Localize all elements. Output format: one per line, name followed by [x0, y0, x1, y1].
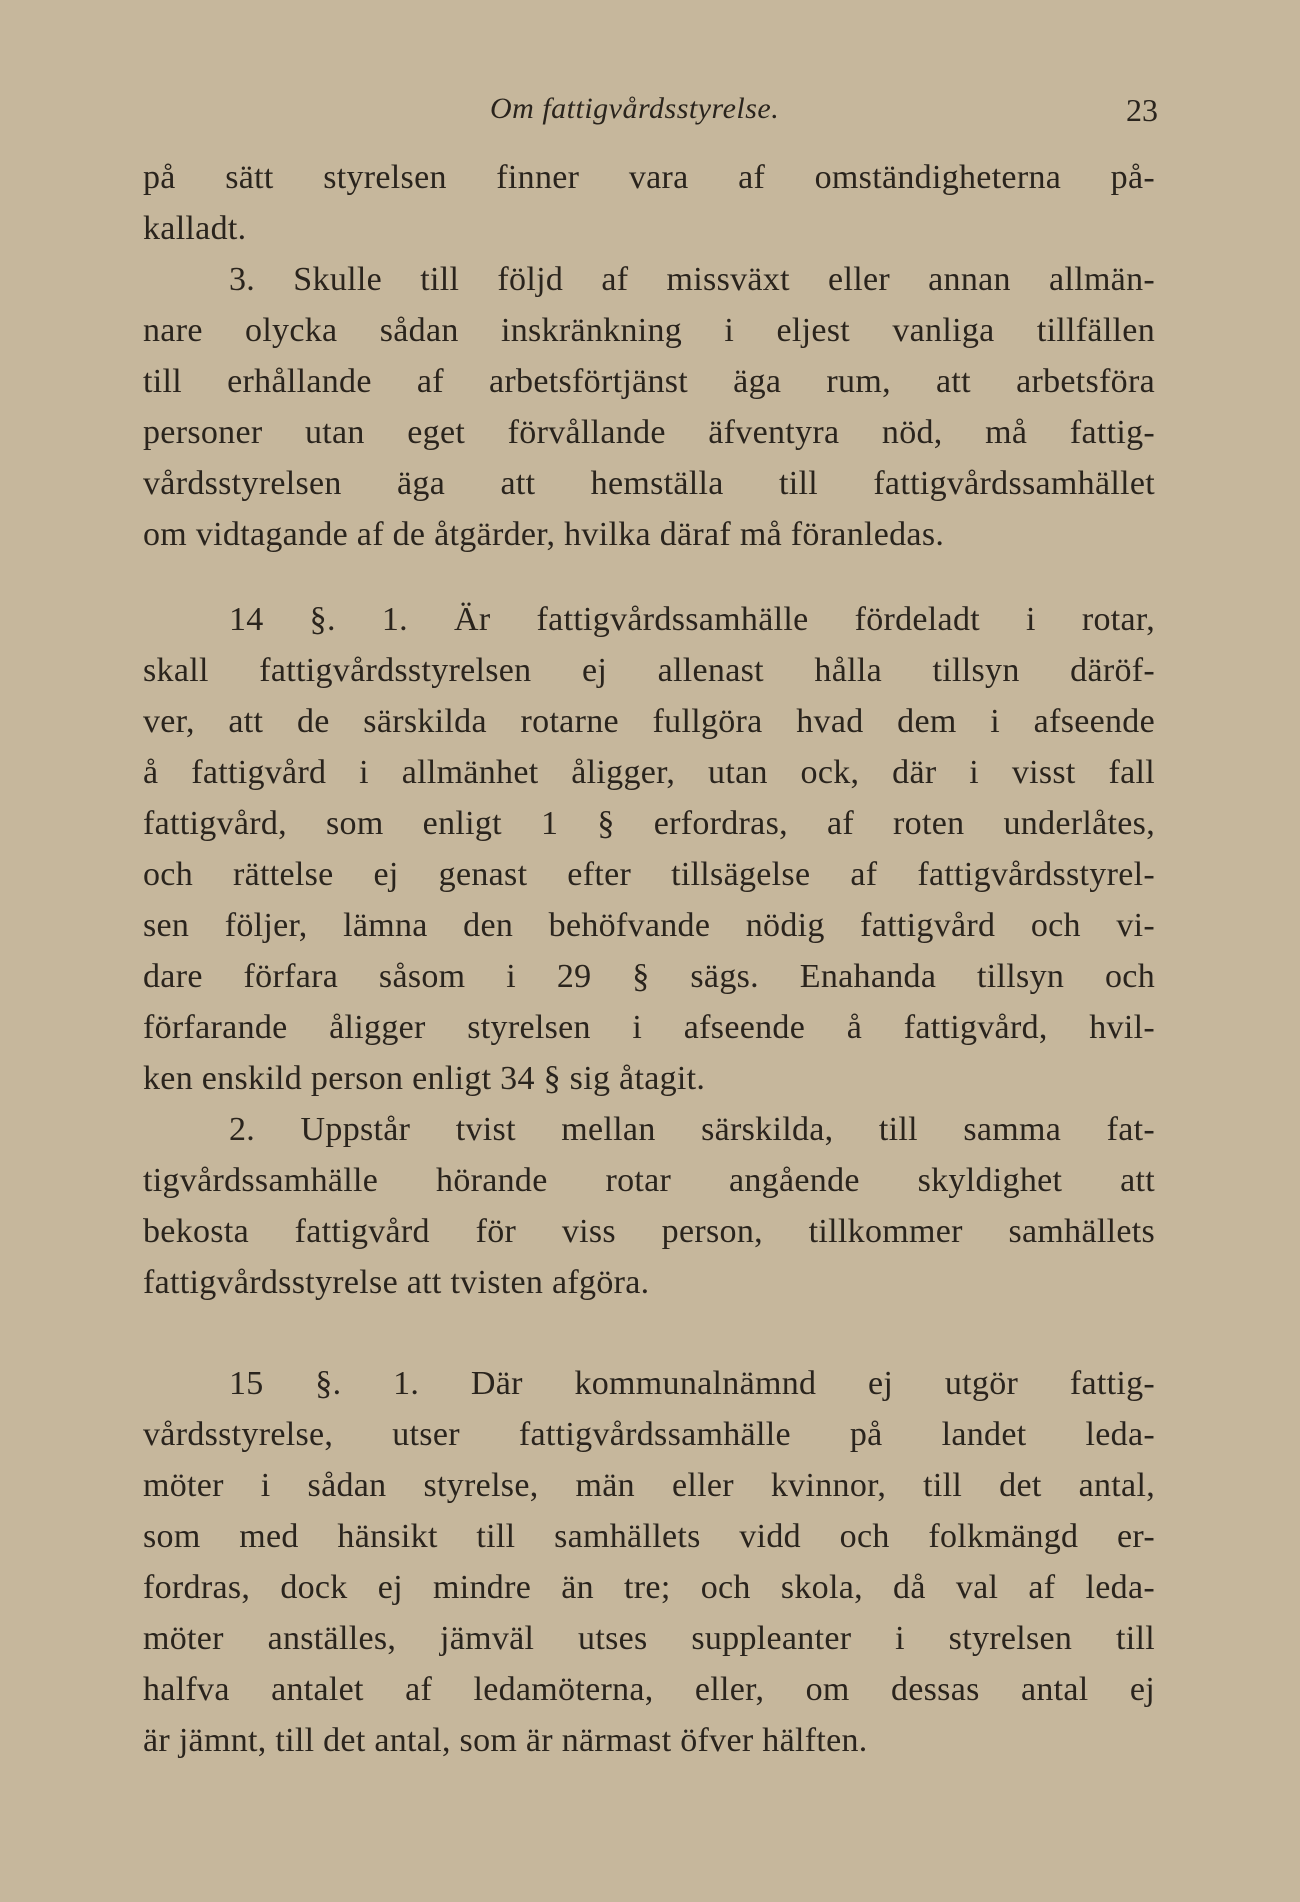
- running-title: Om fattigvårdsstyrelse.: [490, 92, 780, 125]
- text-line: 3. Skulle till följd af missväxt eller annan allmän-: [229, 261, 1155, 298]
- text-line: tigvårdssamhälle hörande rotar angående skyldighet att: [143, 1162, 1155, 1199]
- text-line: om vidtagande af de åtgärder, hvilka däraf må föranledas.: [143, 516, 945, 553]
- text-line: personer utan eget förvållande äfventyra nöd, må fattig-: [143, 414, 1155, 451]
- text-line: ken enskild person enligt 34 § sig åtagit.: [143, 1060, 706, 1097]
- text-line: vårdsstyrelsen äga att hemställa till fattigvårdssamhället: [143, 465, 1155, 502]
- text-line: fattigvårdsstyrelse att tvisten afgöra.: [143, 1264, 650, 1301]
- text-line: dare förfara såsom i 29 § sägs. Enahanda tillsyn och: [143, 958, 1155, 995]
- text-line: bekosta fattigvård för viss person, tillkommer samhällets: [143, 1213, 1155, 1250]
- text-line: sen följer, lämna den behöfvande nödig fattigvård och vi-: [143, 907, 1155, 944]
- text-line: 2. Uppstår tvist mellan särskilda, till samma fat-: [229, 1111, 1155, 1148]
- text-line: och rättelse ej genast efter tillsägelse af fattigvårdsstyrel-: [143, 856, 1155, 893]
- text-line: förfarande åligger styrelsen i afseende å fattigvård, hvil-: [143, 1009, 1155, 1046]
- text-line: fordras, dock ej mindre än tre; och skola, då val af leda-: [143, 1569, 1155, 1606]
- text-line: på sätt styrelsen finner vara af omständigheterna på-: [143, 159, 1155, 196]
- page-number: 23: [1126, 92, 1158, 128]
- section-14-heading-line: 14 §. 1. Är fattigvårdssamhälle fördeladt i rotar,: [229, 601, 1155, 638]
- text-line: halfva antalet af ledamöterna, eller, om dessas antal ej: [143, 1671, 1155, 1708]
- page-header: [0, 88, 1300, 138]
- text-line: kalladt.: [143, 210, 247, 247]
- section-15-heading-line: 15 §. 1. Där kommunalnämnd ej utgör fattig-: [229, 1365, 1155, 1402]
- text-line: möter i sådan styrelse, män eller kvinnor, till det antal,: [143, 1467, 1155, 1504]
- text-line: å fattigvård i allmänhet åligger, utan ock, där i visst fall: [143, 754, 1155, 791]
- text-line: skall fattigvårdsstyrelsen ej allenast hålla tillsyn däröf-: [143, 652, 1155, 689]
- text-line: ver, att de särskilda rotarne fullgöra hvad dem i afseende: [143, 703, 1155, 740]
- page-body: [143, 152, 1155, 1766]
- text-line: fattigvård, som enligt 1 § erfordras, af roten underlåtes,: [143, 805, 1155, 842]
- text-line: är jämnt, till det antal, som är närmast öfver hälften.: [143, 1722, 868, 1759]
- text-line: som med hänsikt till samhällets vidd och folkmängd er-: [143, 1518, 1155, 1555]
- text-line: vårdsstyrelse, utser fattigvårdssamhälle på landet leda-: [143, 1416, 1155, 1453]
- text-line: nare olycka sådan inskränkning i eljest vanliga tillfällen: [143, 312, 1155, 349]
- text-line: till erhållande af arbetsförtjänst äga rum, att arbetsföra: [143, 363, 1155, 400]
- text-line: möter anställes, jämväl utses suppleanter i styrelsen till: [143, 1620, 1155, 1657]
